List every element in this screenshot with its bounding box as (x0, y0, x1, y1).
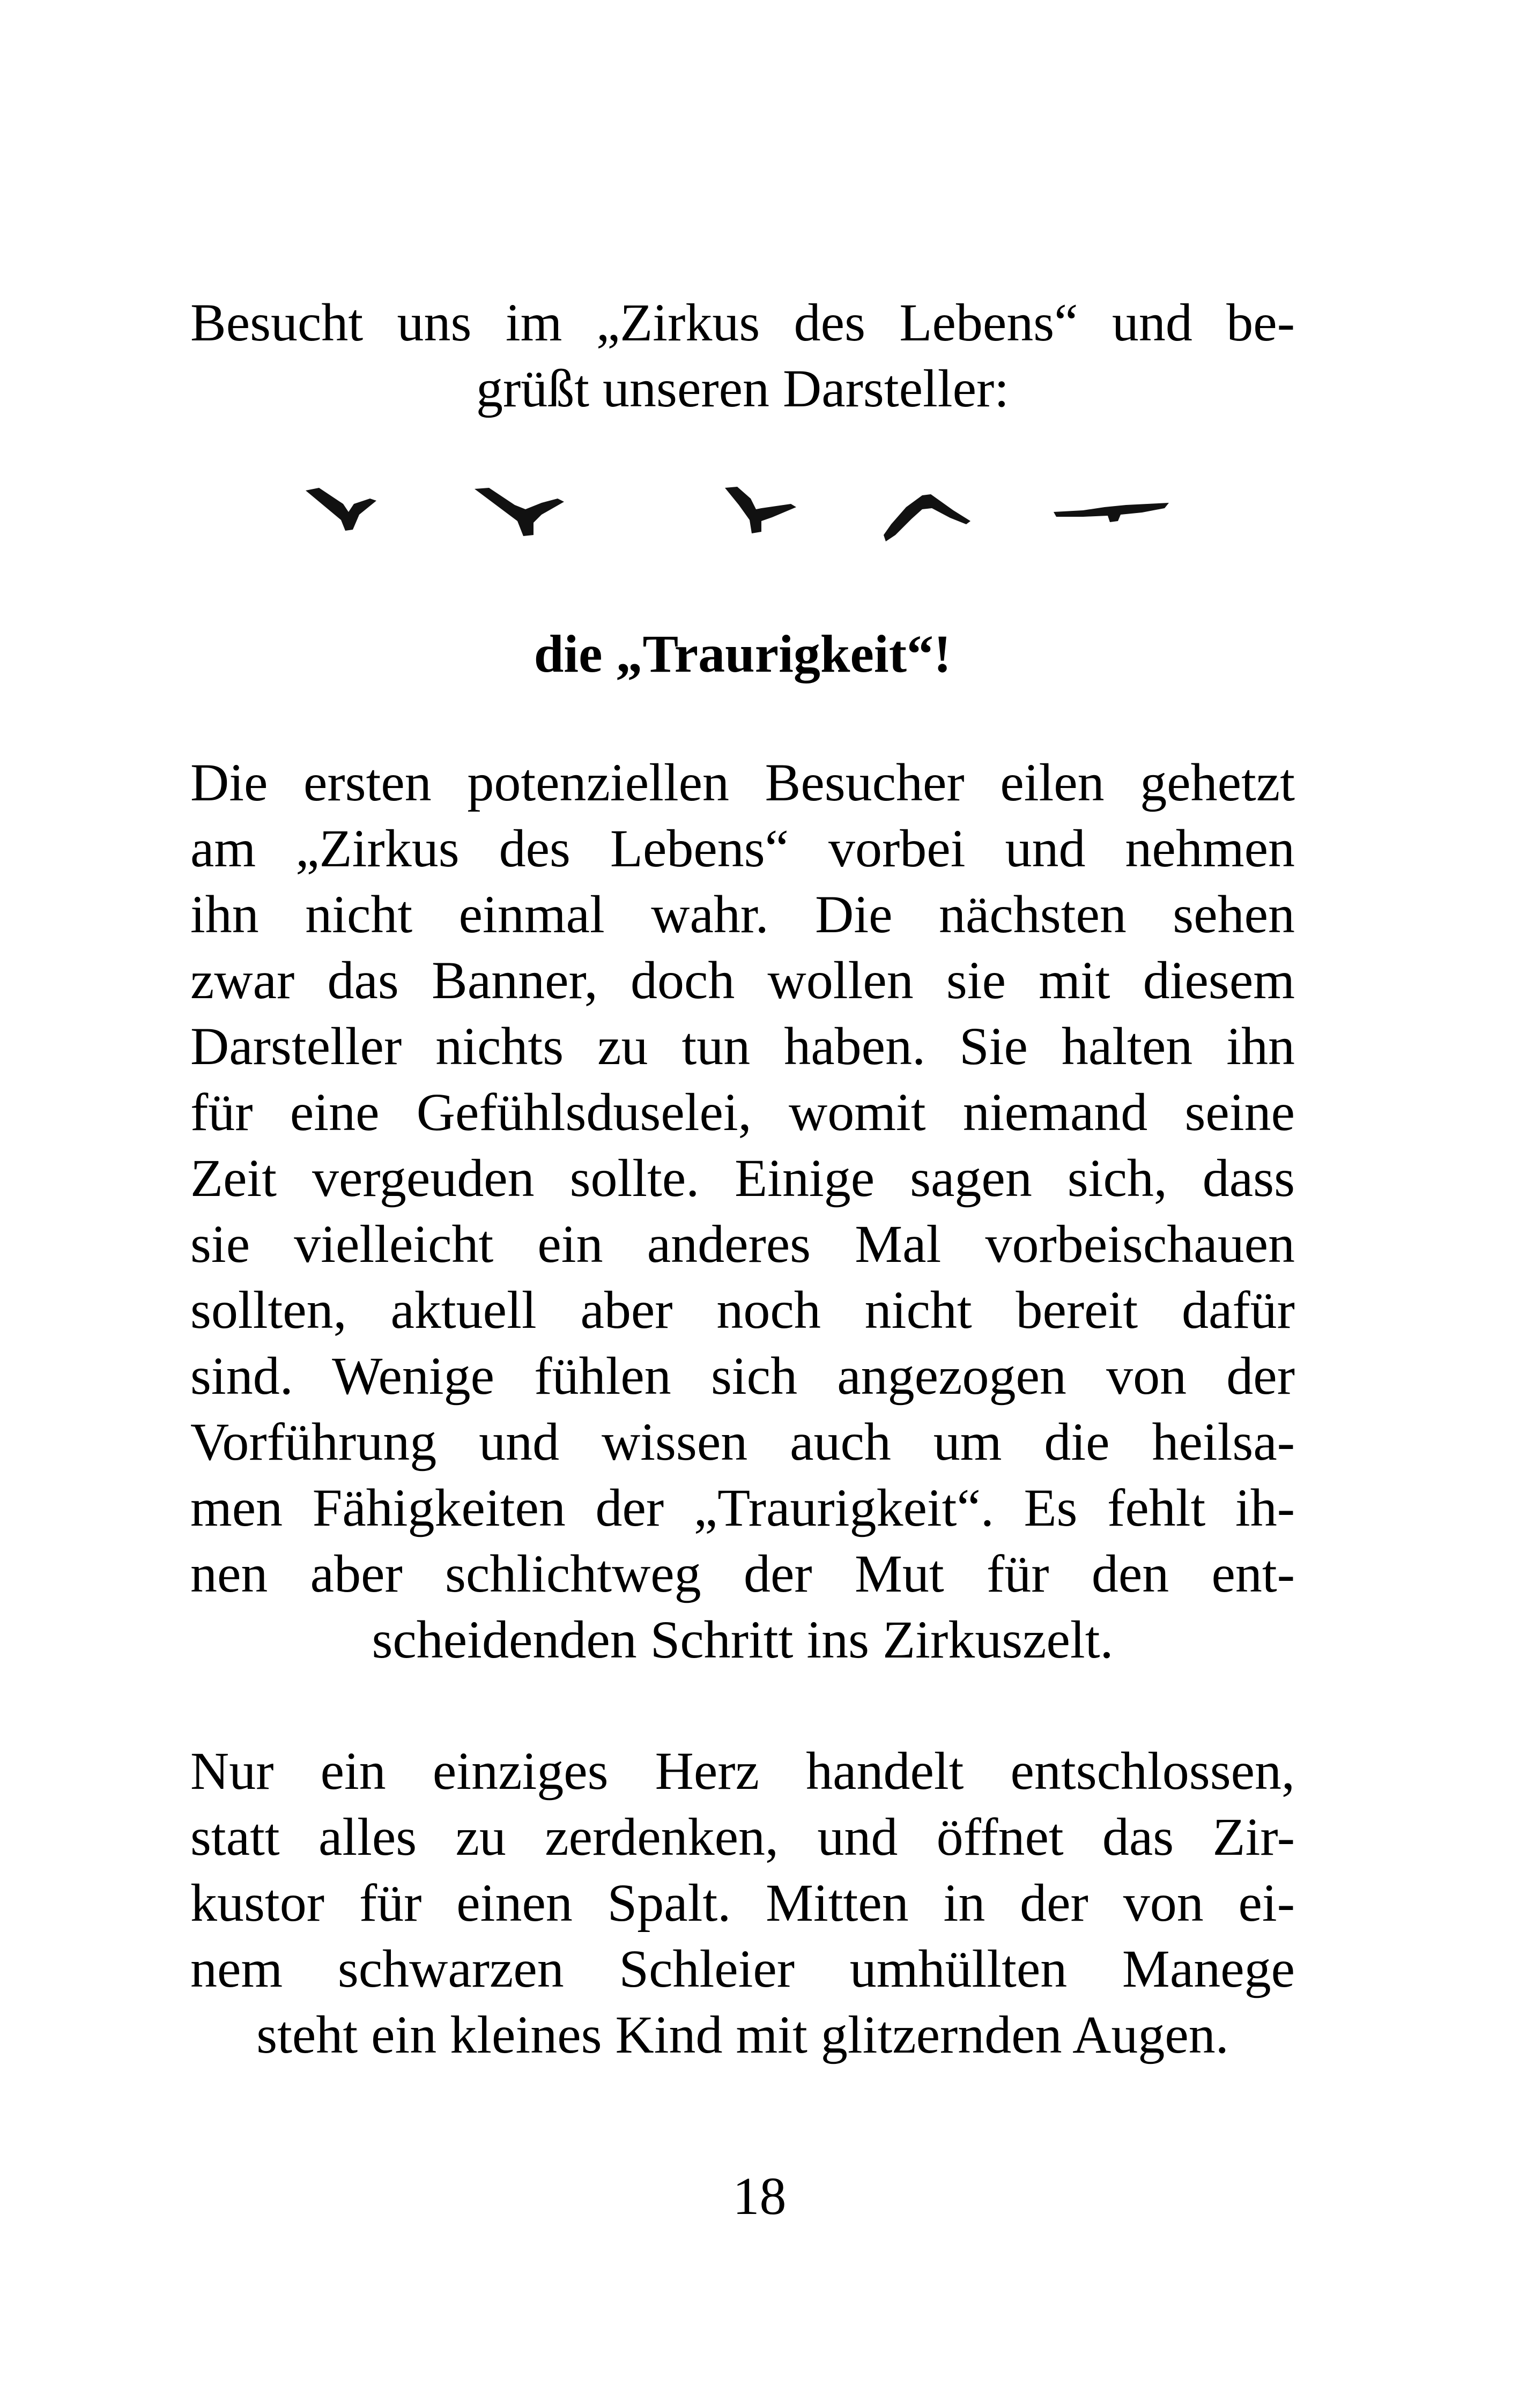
text-line: sie vielleicht ein anderes Mal vorbeischauen (190, 1214, 1295, 1274)
text-line: nem schwarzen Schleier umhüllten Manege (190, 1939, 1295, 1998)
text-line: statt alles zu zerdenken, und öffnet das Zir- (190, 1807, 1295, 1867)
text-line: sollten, aktuell aber noch nicht bereit dafür (190, 1280, 1295, 1340)
bird-icon (1054, 503, 1169, 522)
text-line: men Fähigkeiten der „Traurigkeit“. Es fehlt ih- (190, 1478, 1295, 1537)
bird-icon (475, 488, 564, 536)
text-line: Die ersten potenziellen Besucher eilen gehetzt (190, 753, 1295, 812)
page-number: 18 (732, 2166, 787, 2226)
text-line: ihn nicht einmal wahr. Die nächsten sehen (190, 885, 1295, 944)
intro-text (190, 289, 1295, 421)
text-line: Zeit vergeuden sollte. Einige sagen sich, dass (190, 1148, 1295, 1208)
bird-icon (306, 488, 376, 531)
text-line: Darsteller nichts zu tun haben. Sie halten ihn (190, 1016, 1295, 1076)
text-line: sind. Wenige fühlen sich angezogen von der (190, 1346, 1295, 1406)
text-line: scheidenden Schritt ins Zirkuszelt. (372, 1610, 1114, 1669)
text-line: für eine Gefühlsduselei, womit niemand seine (190, 1082, 1295, 1142)
text-line: am „Zirkus des Lebens“ vorbei und nehmen (190, 819, 1295, 878)
text-line: kustor für einen Spalt. Mitten in der von ei- (190, 1873, 1295, 1933)
flying-birds-icon (290, 461, 1212, 568)
text-line: zwar das Banner, doch wollen sie mit diesem (190, 950, 1295, 1010)
text-line: Nur ein einziges Herz handelt entschlossen, (190, 1741, 1295, 1801)
bird-icon (884, 494, 970, 541)
text-line: steht ein kleines Kind mit glitzernden Augen. (256, 2005, 1229, 2064)
intro-line: grüßt unseren Darsteller: (476, 359, 1010, 418)
bird-icon (725, 487, 796, 533)
text-line: nen aber schlichtweg der Mut für den ent- (190, 1544, 1295, 1603)
text-line: Vorführung und wissen auch um die heilsa- (190, 1412, 1295, 1471)
heading: die „Traurigkeit“! (533, 624, 952, 683)
intro-line: Besucht uns im „Zirkus des Lebens“ und be- (190, 293, 1295, 352)
paragraph-1 (190, 749, 1295, 1673)
paragraph-2 (190, 1738, 1295, 2068)
